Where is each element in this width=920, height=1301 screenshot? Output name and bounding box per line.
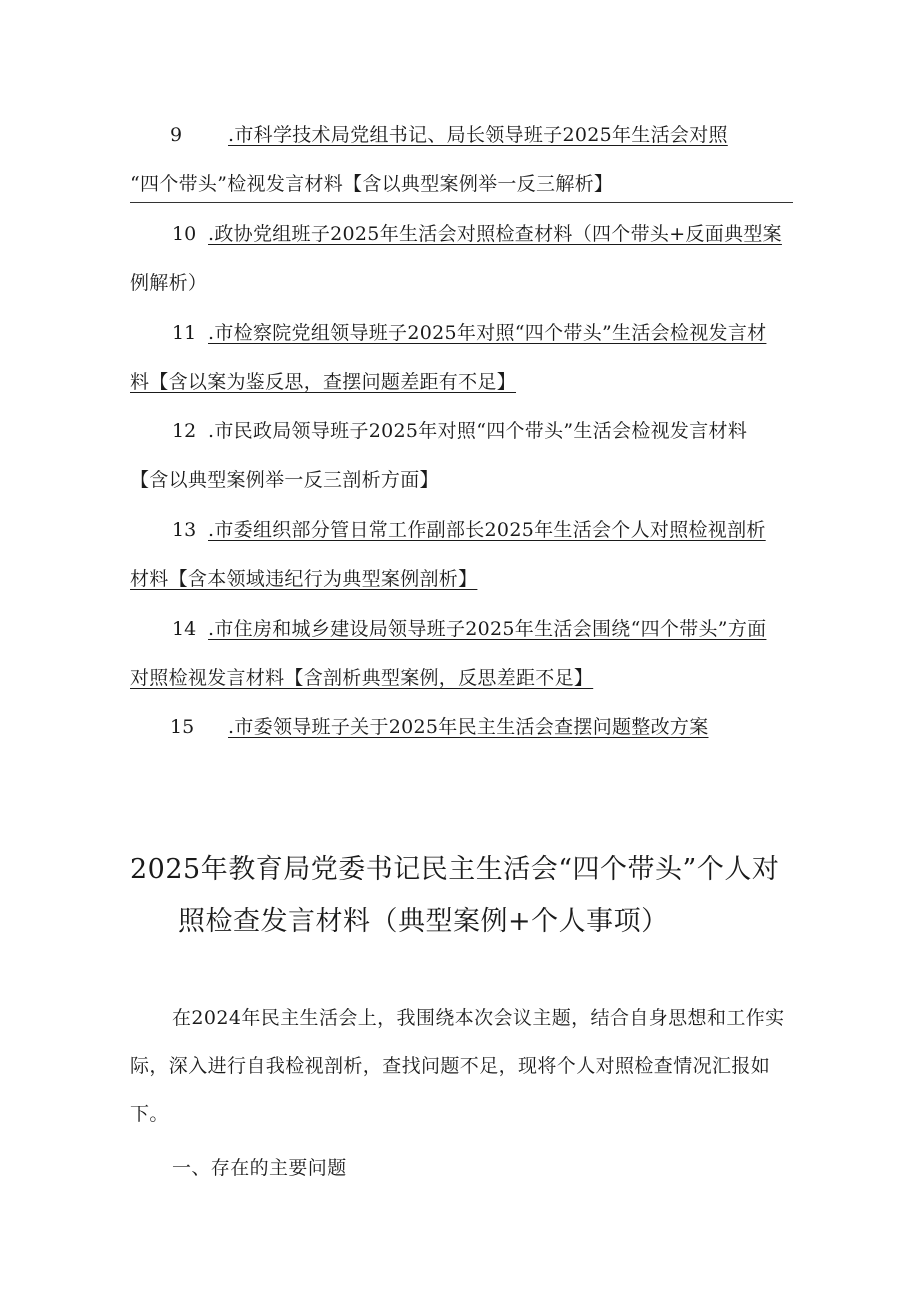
title-line-2: 照检查发言材料（典型案例+个人事项） [178, 906, 669, 937]
intro-paragraph-line2: 际，深入进行自我检视剖析，查找问题不足，现将个人对照检查情况汇报如 [130, 1055, 771, 1077]
toc-number: 13 [172, 519, 197, 541]
toc-link-line2[interactable]: 材料【含本领域违纪行为典型案例剖析】 [130, 568, 478, 590]
toc-number: 10 [172, 223, 197, 245]
toc-link-line1[interactable]: .市民政局领导班子2025年对照“四个带头”生活会检视发言材料 [208, 420, 748, 442]
toc-link-line1[interactable]: .市科学技术局党组书记、局长领导班子2025年生活会对照 [228, 124, 728, 146]
toc-number: 15 [170, 716, 195, 738]
toc-number: 9 [170, 124, 183, 146]
intro-paragraph-line1: 在2024年民主生活会上，我围绕本次会议主题，结合自身思想和工作实 [172, 1007, 785, 1029]
toc-link-line2[interactable]: 料【含以案为鉴反思，查摆问题差距有不足】 [130, 371, 517, 393]
separator-line [130, 202, 793, 203]
toc-link-line1[interactable]: .市检察院党组领导班子2025年对照“四个带头”生活会检视发言材 [208, 322, 767, 344]
toc-number: 12 [172, 420, 197, 442]
toc-link-line2[interactable]: 【含以典型案例举一反三剖析方面】 [130, 469, 439, 491]
toc-link-line1[interactable]: .市委组织部分管日常工作副部长2025年生活会个人对照检视剖析 [208, 519, 766, 541]
toc-link-line1[interactable]: .市住房和城乡建设局领导班子2025年生活会围绕“四个带头”方面 [208, 618, 767, 640]
toc-link-text[interactable]: .政协党组班子2025年生活会对照检查材料（四个带头+反面典型案 [208, 223, 782, 245]
toc-link-line2[interactable]: 例解析） [130, 272, 208, 294]
intro-paragraph-line3: 下。 [130, 1103, 169, 1125]
toc-link-line1[interactable] [208, 214, 782, 254]
title-line-1: 2025年教育局党委书记民主生活会“四个带头”个人对 [130, 854, 780, 885]
toc-number: 11 [172, 322, 197, 344]
toc-link-line1[interactable]: .市委领导班子关于2025年民主生活会查摆问题整改方案 [228, 716, 709, 738]
toc-number: 14 [172, 618, 197, 640]
toc-link-line2[interactable]: “四个带头”检视发言材料【含以典型案例举一反三解析】 [130, 173, 614, 195]
section-heading: 一、存在的主要问题 [172, 1157, 347, 1179]
toc-link-line2[interactable]: 对照检视发言材料【含剖析典型案例，反思差距不足】 [130, 667, 594, 689]
